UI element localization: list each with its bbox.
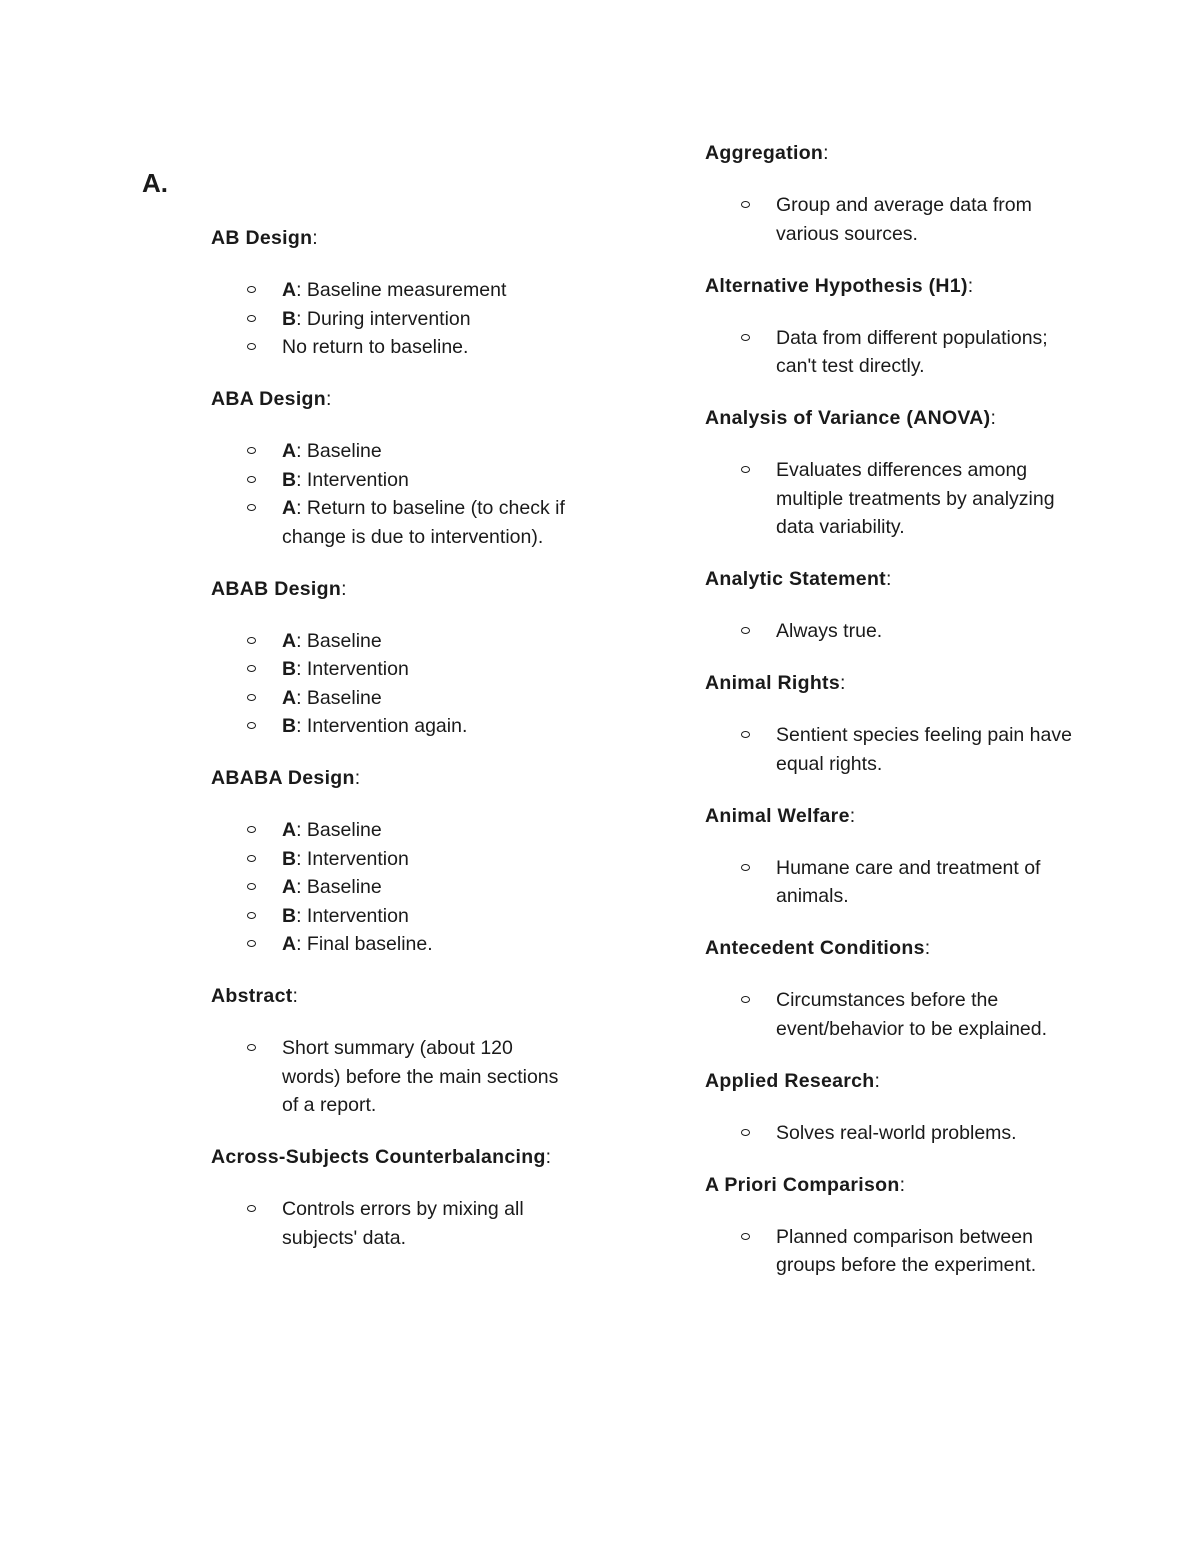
glossary-term-text: ABA Design — [211, 388, 326, 410]
hollow-circle-bullet-icon — [741, 1129, 750, 1136]
definition-text: : Baseline — [296, 440, 382, 462]
definition-text: Circumstances before the event/behavior to be explained. — [776, 989, 1048, 1040]
hollow-circle-bullet-icon — [741, 627, 750, 634]
definition-item — [282, 494, 571, 551]
glossary-term-text: Analytic Statement — [705, 568, 886, 590]
definition-item — [776, 1119, 1075, 1148]
hollow-circle-bullet-icon — [247, 286, 256, 293]
right-column — [705, 139, 1075, 1303]
glossary-term-text: ABABA Design — [211, 767, 355, 789]
definition-item — [282, 902, 571, 931]
glossary-entry-applied-research — [705, 1067, 1075, 1148]
hollow-circle-bullet-icon — [247, 1044, 256, 1051]
glossary-entry-ab-design — [211, 224, 571, 362]
glossary-term-text: Analysis of Variance (ANOVA) — [705, 407, 991, 429]
definition-item — [776, 324, 1075, 381]
glossary-term-text: AB Design — [211, 227, 313, 249]
hollow-circle-bullet-icon — [247, 665, 256, 672]
definition-item — [776, 721, 1075, 778]
term-colon: : — [990, 407, 997, 429]
term-colon: : — [849, 804, 856, 827]
definition-item — [776, 191, 1075, 248]
phase-label: A — [282, 933, 297, 955]
term-colon: : — [354, 767, 361, 789]
glossary-term-text: ABAB Design — [211, 577, 342, 600]
definition-text: : During intervention — [296, 307, 471, 330]
definition-text: Humane care and treatment of animals. — [776, 856, 1041, 907]
glossary-entry-aggregation — [705, 139, 1075, 248]
glossary-term — [211, 575, 571, 604]
hollow-circle-bullet-icon — [741, 201, 750, 208]
definition-list — [211, 276, 571, 362]
definition-list — [211, 816, 571, 959]
phase-label: A — [282, 497, 297, 519]
phase-label: B — [282, 468, 297, 491]
definition-text: : Intervention — [296, 658, 409, 680]
definition-item — [282, 655, 571, 684]
hollow-circle-bullet-icon — [247, 855, 256, 862]
definition-text: Sentient species feeling pain have equal rights. — [776, 724, 1072, 775]
glossary-entry-ababa-design — [211, 764, 571, 959]
definition-text: Planned comparison between groups before the experiment. — [776, 1225, 1037, 1276]
definition-text: : Baseline measurement — [296, 279, 507, 301]
definition-item — [282, 627, 571, 656]
hollow-circle-bullet-icon — [741, 731, 750, 738]
definition-item — [776, 854, 1075, 911]
definition-item — [282, 466, 571, 495]
definition-item — [776, 617, 1075, 646]
definition-text: : Final baseline. — [296, 933, 433, 955]
term-colon: : — [545, 1146, 552, 1168]
hollow-circle-bullet-icon — [247, 826, 256, 833]
definition-item — [282, 1034, 571, 1120]
definition-item — [282, 712, 571, 741]
hollow-circle-bullet-icon — [247, 694, 256, 701]
definition-list — [705, 721, 1075, 778]
term-colon: : — [325, 388, 332, 410]
definition-text: No return to baseline. — [282, 336, 469, 358]
term-colon: : — [840, 672, 846, 694]
phase-label: A — [282, 279, 297, 301]
phase-label: A — [282, 819, 297, 841]
definition-item — [282, 437, 571, 466]
definition-list — [705, 1119, 1075, 1148]
glossary-term — [705, 669, 1075, 698]
definition-item — [282, 684, 571, 713]
definition-item — [282, 930, 571, 959]
glossary-entry-across-subjects-counterbalancing — [211, 1143, 571, 1252]
phase-label: B — [282, 658, 297, 680]
hollow-circle-bullet-icon — [247, 447, 256, 454]
glossary-term — [705, 565, 1075, 594]
definition-text: : Intervention again. — [296, 715, 468, 737]
phase-label: B — [282, 715, 297, 737]
definition-text: : Intervention — [296, 847, 409, 870]
definition-list — [705, 617, 1075, 646]
hollow-circle-bullet-icon — [247, 504, 256, 511]
glossary-term — [211, 385, 571, 414]
definition-text: Group and average data from various sources. — [776, 194, 1032, 245]
definition-text: : Baseline — [296, 876, 382, 898]
definition-text: : Intervention — [296, 904, 409, 927]
left-column — [211, 224, 571, 1276]
term-colon: : — [899, 1173, 906, 1196]
hollow-circle-bullet-icon — [741, 996, 750, 1003]
phase-label: B — [282, 307, 297, 330]
term-colon: : — [341, 577, 347, 600]
definition-text: : Intervention — [296, 468, 409, 491]
glossary-term-text: Animal Welfare — [705, 804, 850, 827]
definition-item — [282, 816, 571, 845]
glossary-term — [211, 224, 571, 253]
definition-list — [705, 191, 1075, 248]
definition-item — [282, 845, 571, 874]
glossary-entry-analytic-statement — [705, 565, 1075, 646]
glossary-term — [705, 139, 1075, 168]
glossary-term-text: Antecedent Conditions — [705, 937, 925, 959]
phase-label: A — [282, 876, 297, 898]
glossary-term — [705, 404, 1075, 433]
glossary-term — [705, 272, 1075, 301]
glossary-term — [211, 1143, 571, 1172]
definition-text: Data from different populations; can't test directly. — [776, 326, 1048, 377]
definition-list — [211, 437, 571, 551]
glossary-entry-animal-welfare — [705, 802, 1075, 911]
hollow-circle-bullet-icon — [247, 1205, 256, 1212]
term-colon: : — [885, 568, 892, 590]
term-colon: : — [924, 937, 931, 959]
glossary-entry-aba-design — [211, 385, 571, 551]
glossary-entry-antecedent-conditions — [705, 934, 1075, 1043]
phase-label: A — [282, 629, 297, 652]
definition-item — [776, 986, 1075, 1043]
glossary-term-text: Across-Subjects Counterbalancing — [211, 1146, 546, 1168]
term-colon: : — [874, 1069, 881, 1092]
hollow-circle-bullet-icon — [247, 637, 256, 644]
definition-item — [776, 456, 1075, 542]
glossary-term-text: A Priori Comparison — [705, 1173, 900, 1196]
definition-text: : Baseline — [296, 629, 382, 652]
glossary-term — [705, 1171, 1075, 1200]
section-letter: A. — [142, 168, 168, 198]
definition-list — [211, 1034, 571, 1120]
definition-item — [282, 305, 571, 334]
definition-text: : Baseline — [296, 686, 382, 709]
definition-text: Evaluates differences among multiple treatments by analyzing data variability. — [776, 459, 1055, 538]
glossary-term — [705, 1067, 1075, 1096]
hollow-circle-bullet-icon — [247, 315, 256, 322]
definition-item — [776, 1223, 1075, 1280]
definition-list — [705, 854, 1075, 911]
glossary-term-text: Applied Research — [705, 1069, 875, 1092]
term-colon: : — [823, 142, 829, 164]
hollow-circle-bullet-icon — [247, 912, 256, 919]
phase-label: B — [282, 904, 297, 927]
glossary-term — [705, 934, 1075, 963]
glossary-term — [705, 802, 1075, 831]
hollow-circle-bullet-icon — [741, 864, 750, 871]
glossary-term-text: Abstract — [211, 985, 293, 1007]
definition-item — [282, 333, 571, 362]
definition-item — [282, 873, 571, 902]
definition-list — [705, 456, 1075, 542]
hollow-circle-bullet-icon — [247, 940, 256, 947]
phase-label: B — [282, 847, 297, 870]
term-colon: : — [292, 985, 299, 1007]
definition-text: : Baseline — [296, 819, 382, 841]
glossary-term-text: Animal Rights — [705, 672, 840, 694]
phase-label: A — [282, 440, 297, 462]
definition-list — [705, 324, 1075, 381]
hollow-circle-bullet-icon — [247, 343, 256, 350]
glossary-entry-a-priori-comparison — [705, 1171, 1075, 1280]
hollow-circle-bullet-icon — [247, 883, 256, 890]
definition-text: : Return to baseline (to check if change is due to intervention). — [282, 497, 565, 548]
definition-text: Solves real-world problems. — [776, 1121, 1017, 1144]
glossary-entry-animal-rights — [705, 669, 1075, 778]
term-colon: : — [312, 227, 319, 249]
glossary-entry-alternative-hypothesis-h1 — [705, 272, 1075, 381]
hollow-circle-bullet-icon — [247, 476, 256, 483]
glossary-entry-abab-design — [211, 575, 571, 741]
definition-list — [211, 627, 571, 741]
glossary-term-text: Alternative Hypothesis (H1) — [705, 274, 968, 297]
hollow-circle-bullet-icon — [741, 1233, 750, 1240]
definition-text: Short summary (about 120 words) before the main sections of a report. — [282, 1037, 559, 1116]
hollow-circle-bullet-icon — [741, 466, 750, 473]
glossary-entry-abstract — [211, 982, 571, 1120]
phase-label: A — [282, 686, 297, 709]
glossary-term — [211, 982, 571, 1011]
definition-item — [282, 1195, 571, 1252]
definition-item — [282, 276, 571, 305]
glossary-entry-analysis-of-variance-anova — [705, 404, 1075, 542]
glossary-term-text: Aggregation — [705, 142, 824, 164]
definition-text: Controls errors by mixing all subjects' data. — [282, 1198, 524, 1249]
term-colon: : — [967, 274, 974, 297]
definition-list — [705, 986, 1075, 1043]
glossary-term — [211, 764, 571, 793]
hollow-circle-bullet-icon — [247, 722, 256, 729]
definition-list — [211, 1195, 571, 1252]
hollow-circle-bullet-icon — [741, 334, 750, 341]
definition-list — [705, 1223, 1075, 1280]
definition-text: Always true. — [776, 620, 883, 642]
